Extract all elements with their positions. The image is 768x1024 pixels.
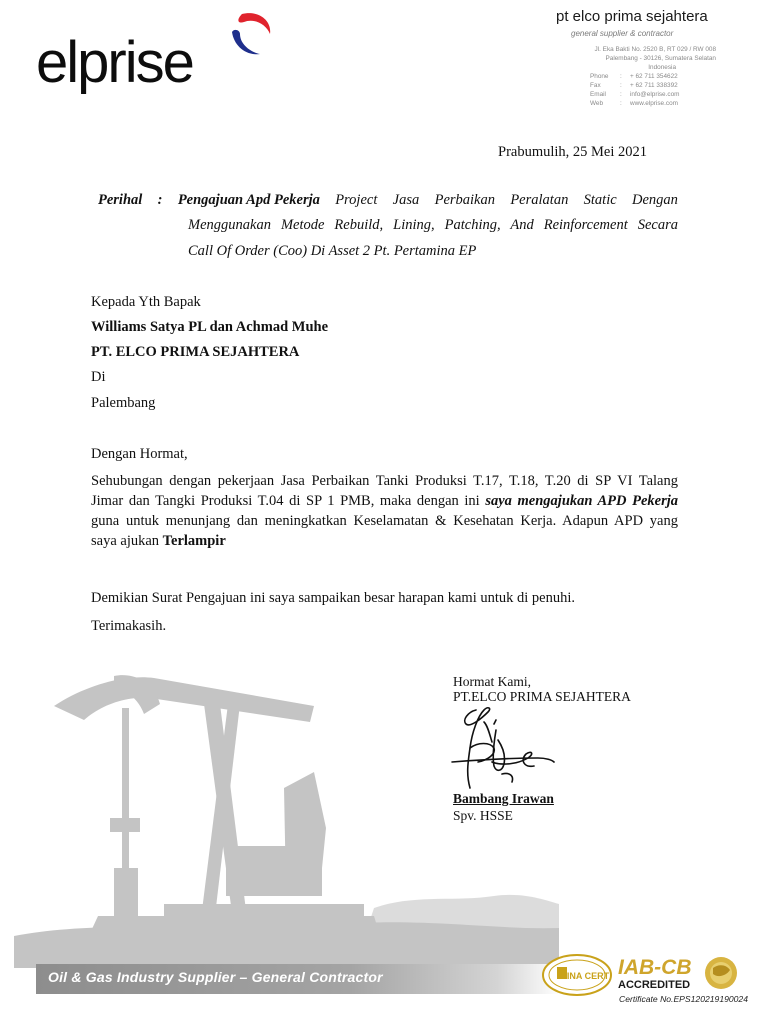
seal-text: SINA CERT bbox=[560, 971, 610, 981]
subject-word: Project bbox=[335, 192, 378, 208]
contact-separator: : bbox=[620, 91, 622, 98]
subject-title: Pengajuan Apd Pekerja bbox=[177, 192, 320, 208]
subject-separator: : bbox=[157, 192, 163, 208]
recipient-names: Williams Satya PL dan Achmad Muhe bbox=[91, 319, 329, 335]
recipient-di: Di bbox=[91, 369, 106, 385]
accredited-text: ACCREDITED bbox=[618, 979, 691, 991]
recipient-city: Palembang bbox=[91, 395, 156, 411]
subject-label: Perihal bbox=[98, 192, 143, 208]
signoff-regards: Hormat Kami, bbox=[453, 674, 531, 689]
body-text: Jimar dan Tangki Produksi T.04 di SP 1 PMB, maka dengan ini bbox=[91, 493, 480, 509]
contact-label: Email bbox=[590, 91, 606, 98]
contact-fax bbox=[590, 81, 679, 90]
address-line: Palembang - 30126, Sumatera Selatan bbox=[605, 55, 716, 62]
logo-swoosh-icon bbox=[226, 10, 276, 60]
contact-email bbox=[590, 90, 679, 99]
contact-separator: : bbox=[620, 100, 622, 107]
contact-value: www.elprise.com bbox=[630, 100, 678, 107]
greeting: Dengan Hormat, bbox=[91, 446, 188, 462]
contact-separator: : bbox=[620, 73, 622, 80]
contact-label: Phone bbox=[590, 73, 609, 80]
body-emphasis: Terlampir bbox=[162, 533, 226, 549]
pumpjack-watermark bbox=[14, 668, 559, 968]
body-paragraph bbox=[91, 471, 678, 551]
letter-subject bbox=[98, 192, 678, 259]
contact-value: + 62 711 354622 bbox=[630, 73, 678, 80]
address-line: Jl. Eka Bakti No. 2520 B, RT 029 / RW 008 bbox=[594, 46, 716, 53]
body-line bbox=[91, 491, 678, 511]
body-text: saya ajukan bbox=[91, 533, 160, 549]
contact-separator: : bbox=[620, 82, 622, 89]
address-line: Indonesia bbox=[648, 64, 676, 71]
recipient-salutation: Kepada Yth Bapak bbox=[91, 294, 201, 310]
contact-phone bbox=[590, 72, 679, 81]
subject-word: Peralatan bbox=[510, 192, 569, 208]
recipient-company: PT. ELCO PRIMA SEJAHTERA bbox=[91, 344, 300, 360]
contact-value: info@elprise.com bbox=[630, 91, 680, 98]
contact-label: Web bbox=[590, 100, 604, 107]
subject-line: Menggunakan Metode Rebuild, Lining, Patching, And Reinforcement Secara bbox=[188, 217, 678, 233]
body-emphasis: saya mengajukan APD Pekerja bbox=[485, 493, 679, 509]
body-line: guna untuk menunjang dan meningkatkan Keselamatan & Kesehatan Kerja. Adapun APD yang bbox=[91, 513, 678, 529]
company-logo: elprise bbox=[36, 30, 193, 95]
signer-title: Spv. HSSE bbox=[453, 808, 513, 823]
certification-seal-icon bbox=[541, 953, 613, 997]
subject-line: Call Of Order (Coo) Di Asset 2 Pt. Pertamina EP bbox=[188, 243, 477, 259]
iab-text: IAB-CB bbox=[618, 956, 692, 979]
subject-word: Static bbox=[583, 192, 617, 208]
subject-word: Perbaikan bbox=[434, 192, 495, 208]
signoff-company: PT.ELCO PRIMA SEJAHTERA bbox=[453, 689, 631, 704]
body-line: Sehubungan dengan pekerjaan Jasa Perbaikan Tanki Produksi T.17, T.18, T.20 di SP VI Talang bbox=[91, 473, 678, 489]
company-name: pt elco prima sejahtera bbox=[556, 8, 708, 25]
contact-value: + 62 711 338392 bbox=[630, 82, 678, 89]
subject-line bbox=[98, 192, 678, 209]
signer-name-text: Bambang Irawan bbox=[453, 791, 554, 806]
footer-tagline: Oil & Gas Industry Supplier – General Contractor bbox=[48, 969, 383, 985]
company-address bbox=[566, 45, 716, 72]
company-contacts bbox=[590, 72, 679, 108]
letter-date: Prabumulih, 25 Mei 2021 bbox=[498, 144, 648, 160]
contact-label: Fax bbox=[590, 82, 601, 89]
body-line bbox=[91, 531, 678, 551]
subject-word: Jasa bbox=[392, 192, 420, 208]
contact-web bbox=[590, 99, 679, 108]
subject-word: Dengan bbox=[632, 192, 678, 208]
closing-sentence: Demikian Surat Pengajuan ini saya sampaikan besar harapan kami untuk di penuhi. bbox=[91, 590, 576, 606]
company-tagline: general supplier & contractor bbox=[571, 29, 674, 38]
certificate-number: Certificate No.EPS120219190024 bbox=[619, 994, 748, 1004]
thanks: Terimakasih. bbox=[91, 618, 167, 634]
